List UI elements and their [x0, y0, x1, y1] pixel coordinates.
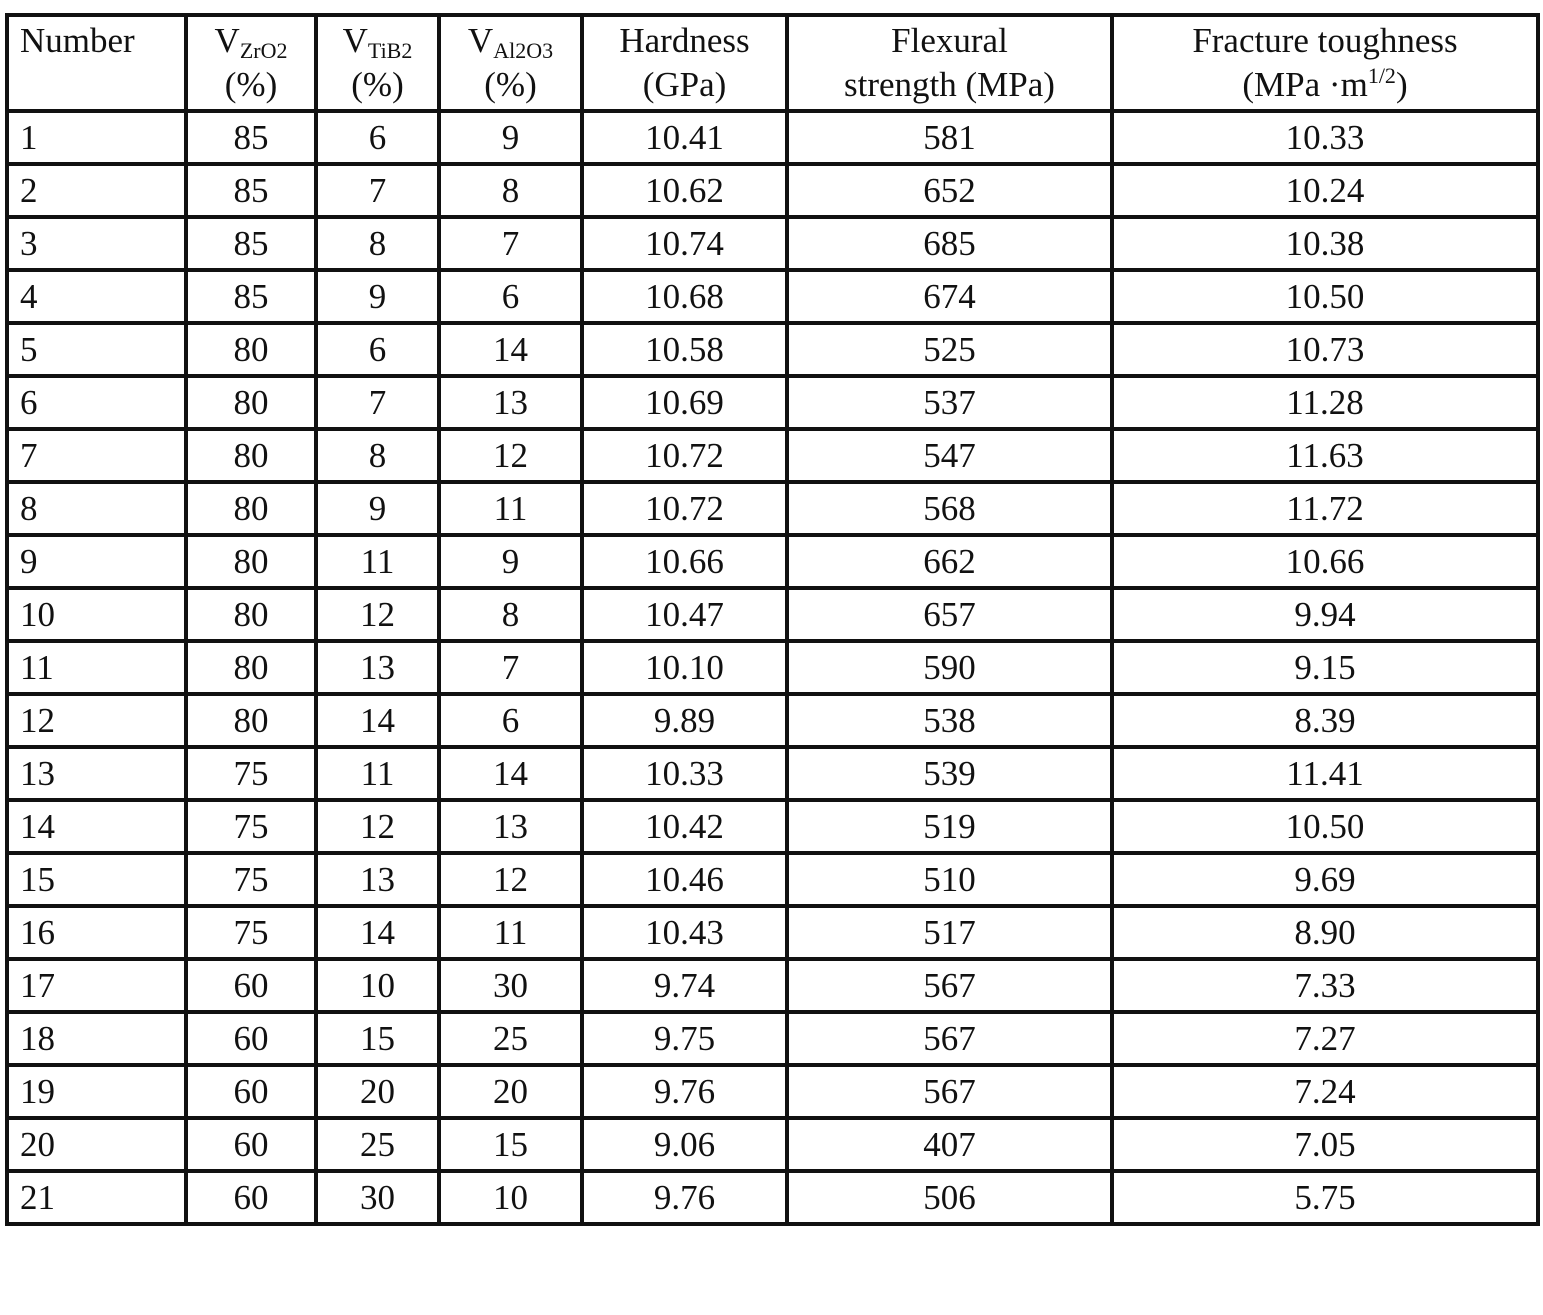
- cell-flexural-strength: 506: [787, 1171, 1112, 1224]
- cell-flexural-strength: 539: [787, 747, 1112, 800]
- cell-vzro2: 85: [186, 111, 316, 164]
- cell-number: 13: [7, 747, 186, 800]
- cell-vtib2: 14: [316, 694, 439, 747]
- cell-vtib2: 6: [316, 111, 439, 164]
- cell-val2o3: 20: [439, 1065, 582, 1118]
- header-val2o3-symbol-line: [441, 19, 580, 63]
- cell-vtib2: 10: [316, 959, 439, 1012]
- cell-val2o3: 14: [439, 323, 582, 376]
- cell-val2o3: 11: [439, 906, 582, 959]
- cell-flexural-strength: 538: [787, 694, 1112, 747]
- cell-fracture-toughness: 9.94: [1112, 588, 1538, 641]
- cell-hardness: 10.33: [582, 747, 787, 800]
- cell-vzro2: 75: [186, 853, 316, 906]
- table-row: [7, 694, 1538, 747]
- table-row: [7, 535, 1538, 588]
- header-val2o3: [439, 15, 582, 111]
- header-fracture-unit-line: [1114, 63, 1536, 107]
- cell-fracture-toughness: 5.75: [1112, 1171, 1538, 1224]
- cell-number: 15: [7, 853, 186, 906]
- cell-vzro2: 80: [186, 482, 316, 535]
- cell-hardness: 9.74: [582, 959, 787, 1012]
- cell-val2o3: 30: [439, 959, 582, 1012]
- cell-hardness: 10.10: [582, 641, 787, 694]
- header-vtib2-symbol-line: [318, 19, 437, 63]
- cell-val2o3: 15: [439, 1118, 582, 1171]
- cell-val2o3: 25: [439, 1012, 582, 1065]
- cell-fracture-toughness: 11.72: [1112, 482, 1538, 535]
- header-row: [7, 15, 1538, 111]
- cell-val2o3: 14: [439, 747, 582, 800]
- cell-flexural-strength: 685: [787, 217, 1112, 270]
- cell-hardness: 10.41: [582, 111, 787, 164]
- table-row: [7, 588, 1538, 641]
- table-row: [7, 482, 1538, 535]
- cell-flexural-strength: 657: [787, 588, 1112, 641]
- header-fracture-superscript: 1/2: [1367, 63, 1396, 88]
- cell-number: 19: [7, 1065, 186, 1118]
- header-vtib2-unit: (%): [351, 65, 404, 104]
- table-row: [7, 747, 1538, 800]
- cell-number: 10: [7, 588, 186, 641]
- cell-hardness: 10.47: [582, 588, 787, 641]
- cell-vtib2: 25: [316, 1118, 439, 1171]
- cell-fracture-toughness: 7.27: [1112, 1012, 1538, 1065]
- cell-val2o3: 8: [439, 164, 582, 217]
- cell-number: 21: [7, 1171, 186, 1224]
- cell-val2o3: 7: [439, 641, 582, 694]
- cell-flexural-strength: 537: [787, 376, 1112, 429]
- cell-number: 17: [7, 959, 186, 1012]
- cell-number: 6: [7, 376, 186, 429]
- table-row: [7, 217, 1538, 270]
- cell-flexural-strength: 510: [787, 853, 1112, 906]
- cell-fracture-toughness: 10.38: [1112, 217, 1538, 270]
- cell-hardness: 9.76: [582, 1171, 787, 1224]
- table-row: [7, 429, 1538, 482]
- cell-val2o3: 6: [439, 694, 582, 747]
- cell-flexural-strength: 590: [787, 641, 1112, 694]
- cell-vtib2: 13: [316, 853, 439, 906]
- table-row: [7, 164, 1538, 217]
- cell-flexural-strength: 567: [787, 1065, 1112, 1118]
- cell-val2o3: 10: [439, 1171, 582, 1224]
- cell-number: 20: [7, 1118, 186, 1171]
- cell-hardness: 10.72: [582, 429, 787, 482]
- cell-number: 11: [7, 641, 186, 694]
- cell-vzro2: 80: [186, 535, 316, 588]
- cell-val2o3: 8: [439, 588, 582, 641]
- cell-flexural-strength: 567: [787, 1012, 1112, 1065]
- composition-properties-table: [5, 13, 1540, 1226]
- cell-fracture-toughness: 7.24: [1112, 1065, 1538, 1118]
- cell-fracture-toughness: 8.39: [1112, 694, 1538, 747]
- cell-vzro2: 80: [186, 694, 316, 747]
- cell-val2o3: 13: [439, 376, 582, 429]
- table-row: [7, 376, 1538, 429]
- table-row: [7, 853, 1538, 906]
- cell-flexural-strength: 517: [787, 906, 1112, 959]
- cell-hardness: 10.72: [582, 482, 787, 535]
- table-row: [7, 111, 1538, 164]
- cell-hardness: 10.74: [582, 217, 787, 270]
- cell-hardness: 10.58: [582, 323, 787, 376]
- cell-fracture-toughness: 10.50: [1112, 800, 1538, 853]
- table-row: [7, 1171, 1538, 1224]
- cell-fracture-toughness: 7.33: [1112, 959, 1538, 1012]
- cell-fracture-toughness: 11.41: [1112, 747, 1538, 800]
- table-row: [7, 1065, 1538, 1118]
- cell-hardness: 10.42: [582, 800, 787, 853]
- cell-hardness: 9.06: [582, 1118, 787, 1171]
- cell-flexural-strength: 581: [787, 111, 1112, 164]
- cell-vtib2: 20: [316, 1065, 439, 1118]
- cell-number: 12: [7, 694, 186, 747]
- cell-vzro2: 85: [186, 217, 316, 270]
- table-header: [7, 15, 1538, 111]
- cell-vzro2: 80: [186, 641, 316, 694]
- cell-vtib2: 9: [316, 482, 439, 535]
- cell-hardness: 9.75: [582, 1012, 787, 1065]
- cell-vtib2: 11: [316, 535, 439, 588]
- header-number: [7, 15, 186, 111]
- header-val2o3-unit: (%): [484, 65, 537, 104]
- cell-vzro2: 60: [186, 1118, 316, 1171]
- cell-vtib2: 30: [316, 1171, 439, 1224]
- cell-fracture-toughness: 10.73: [1112, 323, 1538, 376]
- cell-number: 2: [7, 164, 186, 217]
- cell-flexural-strength: 567: [787, 959, 1112, 1012]
- header-fracture-unit-pre: (MPa ·m: [1242, 65, 1368, 104]
- cell-number: 1: [7, 111, 186, 164]
- cell-hardness: 10.68: [582, 270, 787, 323]
- cell-fracture-toughness: 8.90: [1112, 906, 1538, 959]
- table-row: [7, 323, 1538, 376]
- header-fracture-unit-post: ): [1395, 65, 1408, 104]
- cell-val2o3: 12: [439, 429, 582, 482]
- cell-vtib2: 15: [316, 1012, 439, 1065]
- cell-val2o3: 9: [439, 535, 582, 588]
- cell-number: 7: [7, 429, 186, 482]
- cell-fracture-toughness: 11.28: [1112, 376, 1538, 429]
- cell-hardness: 10.62: [582, 164, 787, 217]
- header-vtib2-subscript: TiB2: [367, 38, 413, 63]
- cell-number: 16: [7, 906, 186, 959]
- cell-number: 4: [7, 270, 186, 323]
- cell-hardness: 9.89: [582, 694, 787, 747]
- cell-vzro2: 60: [186, 1065, 316, 1118]
- cell-flexural-strength: 674: [787, 270, 1112, 323]
- cell-fracture-toughness: 10.33: [1112, 111, 1538, 164]
- cell-hardness: 10.46: [582, 853, 787, 906]
- cell-fracture-toughness: 10.66: [1112, 535, 1538, 588]
- table-row: [7, 270, 1538, 323]
- cell-val2o3: 9: [439, 111, 582, 164]
- cell-vzro2: 80: [186, 376, 316, 429]
- cell-fracture-toughness: 9.69: [1112, 853, 1538, 906]
- cell-vzro2: 80: [186, 323, 316, 376]
- table-row: [7, 641, 1538, 694]
- table-body: [7, 111, 1538, 1224]
- cell-vtib2: 8: [316, 217, 439, 270]
- cell-number: 18: [7, 1012, 186, 1065]
- header-vtib2-symbol: V: [342, 21, 368, 60]
- cell-vzro2: 85: [186, 164, 316, 217]
- header-fracture-toughness: [1112, 15, 1538, 111]
- cell-vzro2: 85: [186, 270, 316, 323]
- header-flexural-strength: [787, 15, 1112, 111]
- cell-fracture-toughness: 10.50: [1112, 270, 1538, 323]
- cell-vtib2: 12: [316, 800, 439, 853]
- cell-number: 9: [7, 535, 186, 588]
- cell-vzro2: 75: [186, 800, 316, 853]
- cell-hardness: 10.66: [582, 535, 787, 588]
- cell-vzro2: 60: [186, 1012, 316, 1065]
- cell-vzro2: 80: [186, 588, 316, 641]
- cell-flexural-strength: 652: [787, 164, 1112, 217]
- cell-vzro2: 75: [186, 747, 316, 800]
- header-fracture-line1: Fracture toughness: [1192, 21, 1458, 60]
- cell-number: 5: [7, 323, 186, 376]
- cell-flexural-strength: 519: [787, 800, 1112, 853]
- cell-flexural-strength: 525: [787, 323, 1112, 376]
- header-vzro2-symbol: V: [214, 21, 240, 60]
- header-hardness-line2: (GPa): [642, 65, 727, 104]
- header-vzro2: [186, 15, 316, 111]
- cell-fracture-toughness: 10.24: [1112, 164, 1538, 217]
- header-vtib2: [316, 15, 439, 111]
- cell-vtib2: 13: [316, 641, 439, 694]
- cell-val2o3: 6: [439, 270, 582, 323]
- header-vzro2-unit: (%): [224, 65, 278, 104]
- cell-vzro2: 80: [186, 429, 316, 482]
- cell-flexural-strength: 407: [787, 1118, 1112, 1171]
- cell-hardness: 10.43: [582, 906, 787, 959]
- cell-val2o3: 12: [439, 853, 582, 906]
- cell-vtib2: 12: [316, 588, 439, 641]
- table-row: [7, 906, 1538, 959]
- header-number-label: Number: [20, 21, 135, 60]
- cell-vtib2: 6: [316, 323, 439, 376]
- cell-vtib2: 14: [316, 906, 439, 959]
- cell-vtib2: 7: [316, 376, 439, 429]
- header-val2o3-subscript: Al2O3: [493, 38, 554, 63]
- cell-vtib2: 9: [316, 270, 439, 323]
- cell-vtib2: 8: [316, 429, 439, 482]
- cell-vtib2: 7: [316, 164, 439, 217]
- cell-vtib2: 11: [316, 747, 439, 800]
- header-flexural-line1: Flexural: [891, 21, 1008, 60]
- cell-vzro2: 75: [186, 906, 316, 959]
- header-flexural-line2: strength (MPa): [844, 65, 1055, 104]
- cell-fracture-toughness: 9.15: [1112, 641, 1538, 694]
- table-row: [7, 800, 1538, 853]
- cell-number: 3: [7, 217, 186, 270]
- cell-flexural-strength: 568: [787, 482, 1112, 535]
- header-vzro2-symbol-line: [188, 19, 314, 63]
- cell-number: 14: [7, 800, 186, 853]
- cell-val2o3: 7: [439, 217, 582, 270]
- cell-flexural-strength: 547: [787, 429, 1112, 482]
- table-row: [7, 1012, 1538, 1065]
- table-row: [7, 1118, 1538, 1171]
- header-val2o3-symbol: V: [467, 21, 494, 60]
- table-row: [7, 959, 1538, 1012]
- cell-val2o3: 11: [439, 482, 582, 535]
- header-vzro2-subscript: ZrO2: [239, 38, 288, 63]
- cell-fracture-toughness: 7.05: [1112, 1118, 1538, 1171]
- cell-vzro2: 60: [186, 1171, 316, 1224]
- cell-hardness: 10.69: [582, 376, 787, 429]
- cell-vzro2: 60: [186, 959, 316, 1012]
- cell-number: 8: [7, 482, 186, 535]
- cell-hardness: 9.76: [582, 1065, 787, 1118]
- header-hardness-line1: Hardness: [619, 21, 750, 60]
- cell-flexural-strength: 662: [787, 535, 1112, 588]
- cell-val2o3: 13: [439, 800, 582, 853]
- cell-fracture-toughness: 11.63: [1112, 429, 1538, 482]
- header-hardness: [582, 15, 787, 111]
